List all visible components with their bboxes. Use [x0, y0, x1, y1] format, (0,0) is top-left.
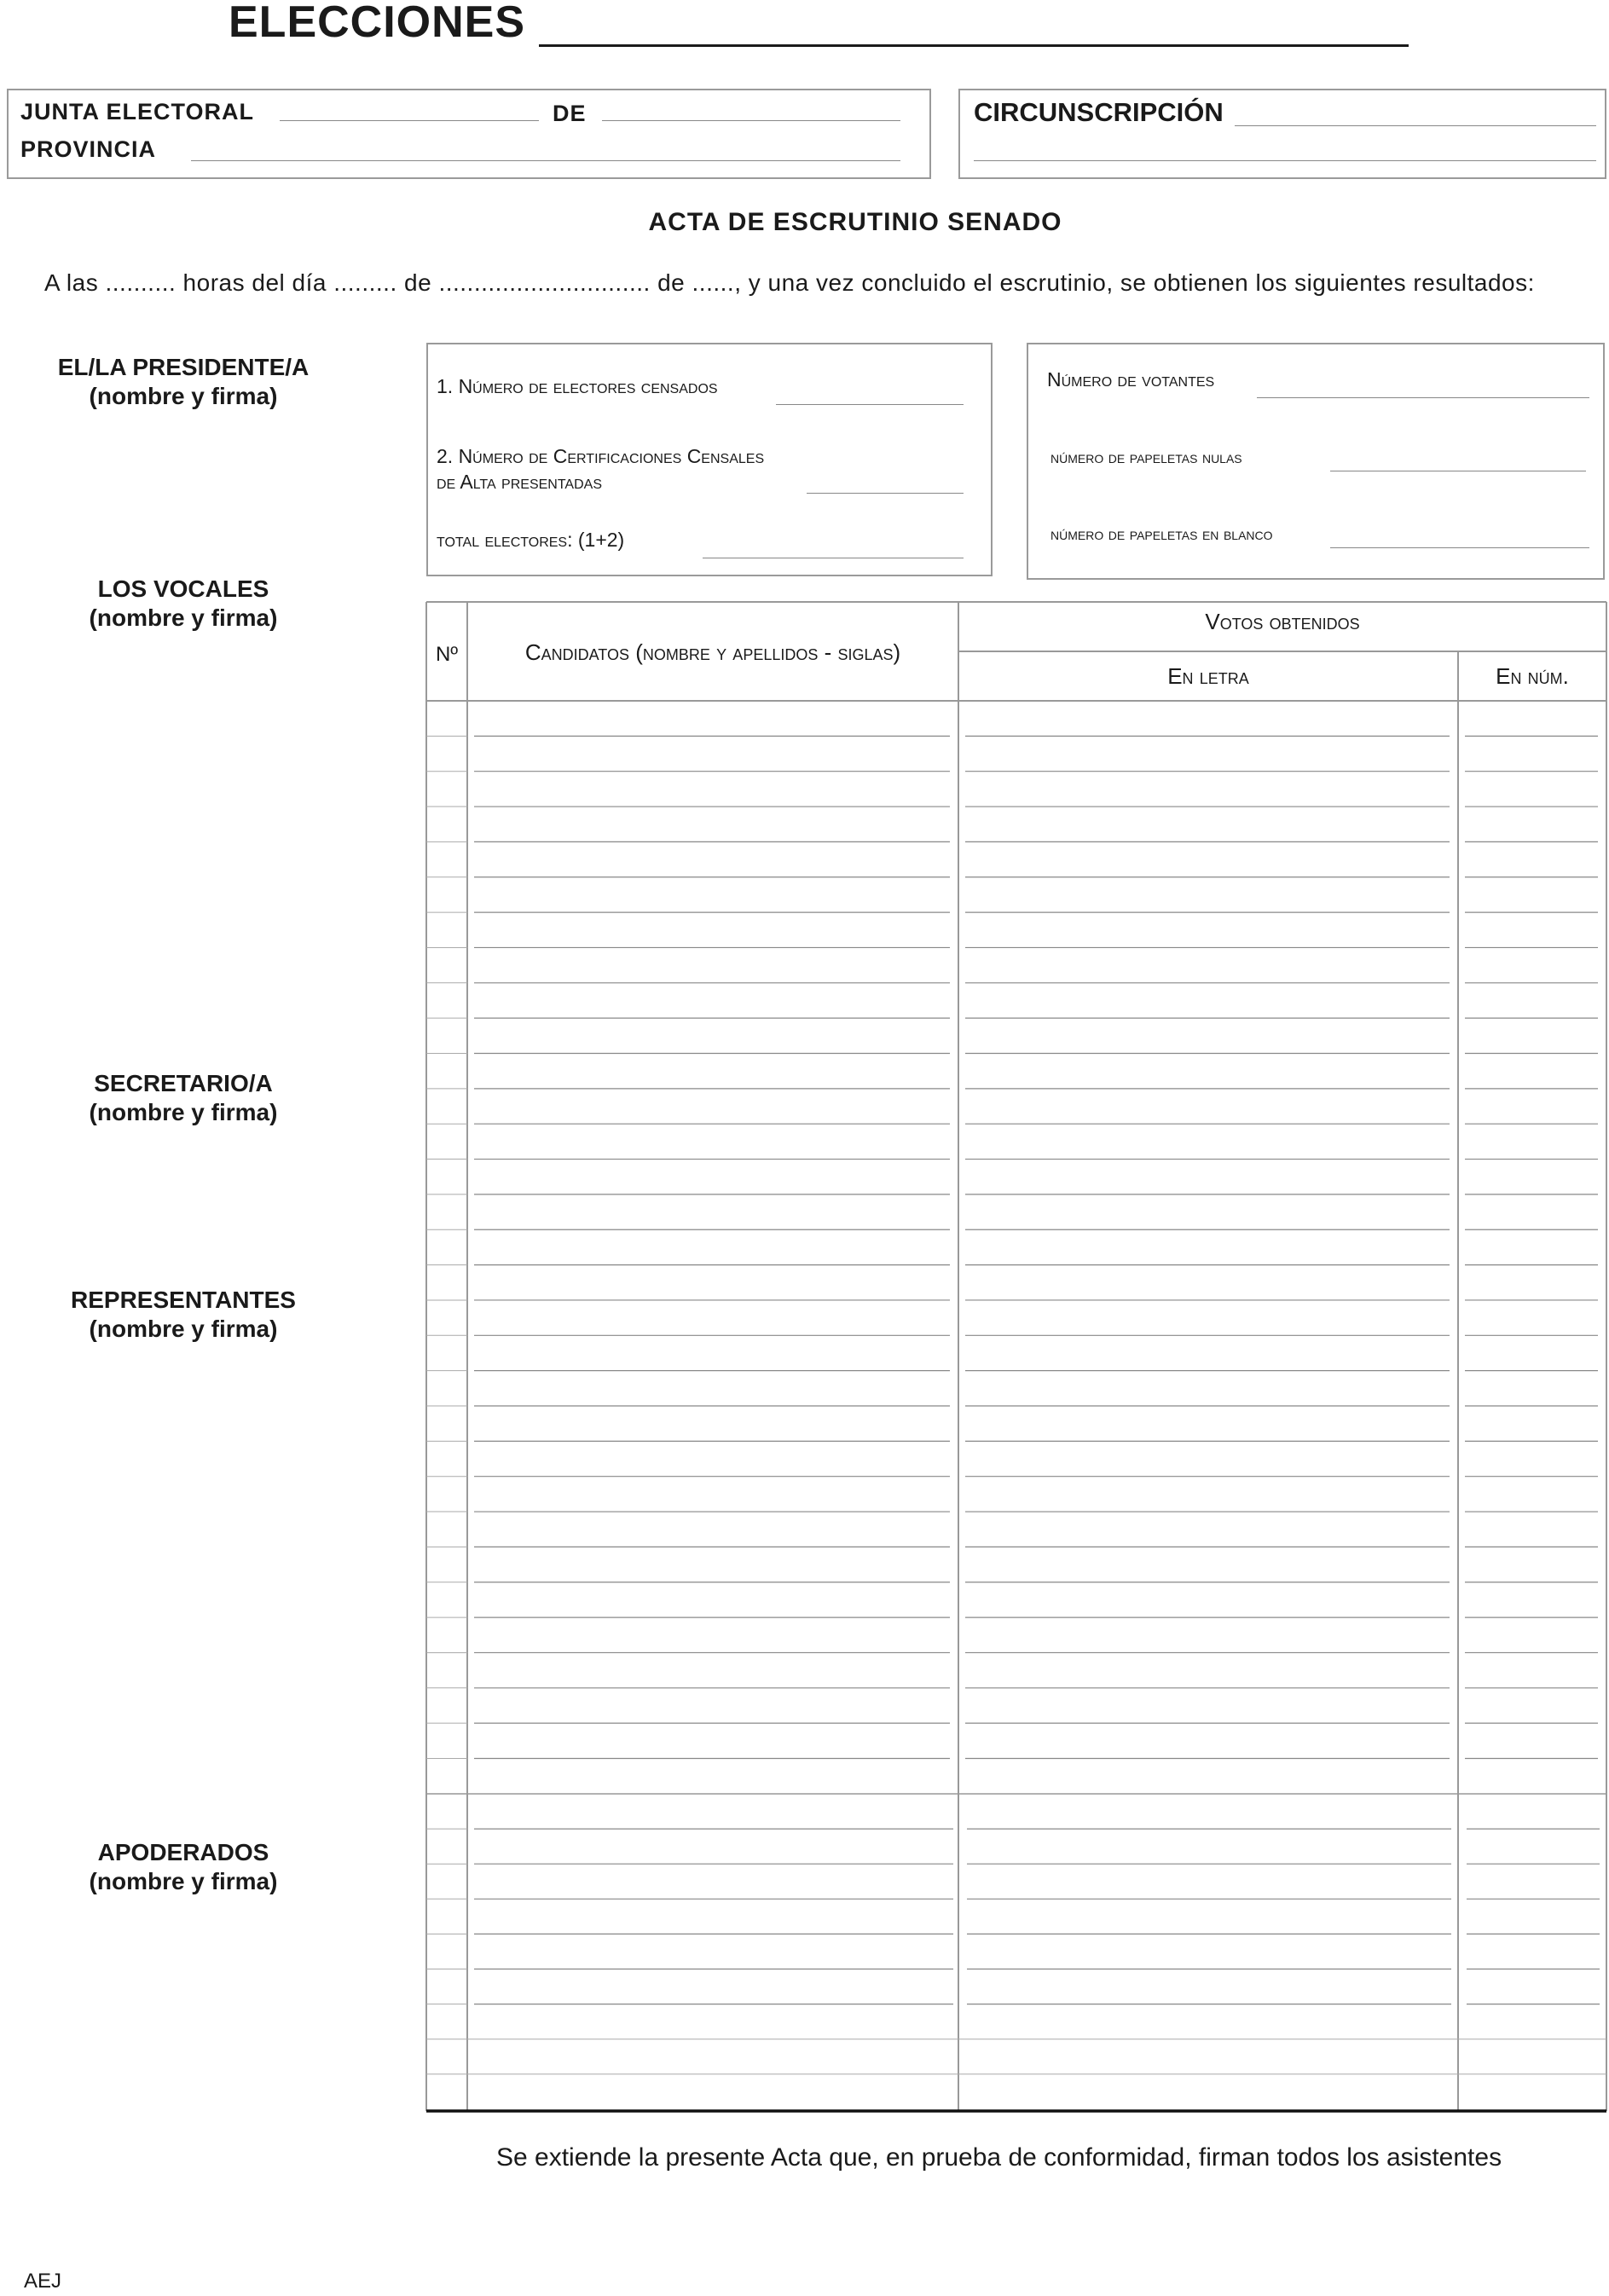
vocales-label: LOS VOCALES — [97, 575, 269, 602]
col-candidatos-header: Candidatos (nombre y apellidos - siglas) — [524, 639, 901, 665]
page-title: ELECCIONES — [229, 0, 526, 47]
secretario-label: SECRETARIO/A — [94, 1070, 273, 1096]
apoderados-label: APODERADOS — [97, 1839, 269, 1865]
col-numero-header: En núm. — [1496, 663, 1569, 689]
vocales-sub: (nombre y firma) — [89, 604, 278, 631]
secretario-sub: (nombre y firma) — [89, 1099, 278, 1125]
junta-electoral-label: JUNTA ELECTORAL — [20, 99, 255, 124]
censados-label: 1. Número de electores censados — [437, 375, 718, 397]
col-letra-header: En letra — [1167, 663, 1249, 689]
nulas-label: número de papeletas nulas — [1050, 448, 1242, 467]
acta-title: ACTA DE ESCRUTINIO SENADO — [648, 208, 1062, 236]
presidente-label: EL/LA PRESIDENTE/A — [57, 354, 310, 380]
provincia-label: PROVINCIA — [20, 136, 157, 162]
footer-text: Se extiende la presente Acta que, en prueba de conformidad, firman todos los asistentes — [496, 2143, 1502, 2172]
representantes-label: REPRESENTANTES — [71, 1287, 296, 1313]
certificaciones-label-1: 2. Número de Certificaciones Censales — [437, 445, 765, 467]
intro-text: A las .......... horas del día ......... de .............................. de ......, y una vez concluido el escrutinio, se obtienen los siguientes resultados: — [44, 269, 1535, 296]
footer-code: AEJ — [24, 2270, 62, 2293]
col-num-header: Nº — [435, 643, 459, 666]
apoderados-sub: (nombre y firma) — [89, 1868, 278, 1894]
blanco-label: número de papeletas en blanco — [1050, 525, 1273, 544]
de-label: DE — [553, 101, 587, 126]
total-electores-label: total electores: (1+2) — [437, 529, 625, 551]
col-votos-header: Votos obtenidos — [1205, 609, 1360, 634]
representantes-sub: (nombre y firma) — [89, 1316, 278, 1342]
votantes-label: Número de votantes — [1047, 368, 1215, 390]
presidente-sub: (nombre y firma) — [89, 383, 278, 409]
circunscripcion-label: CIRCUNSCRIPCIÓN — [974, 97, 1224, 127]
certificaciones-label-2: de Alta presentadas — [437, 471, 603, 493]
